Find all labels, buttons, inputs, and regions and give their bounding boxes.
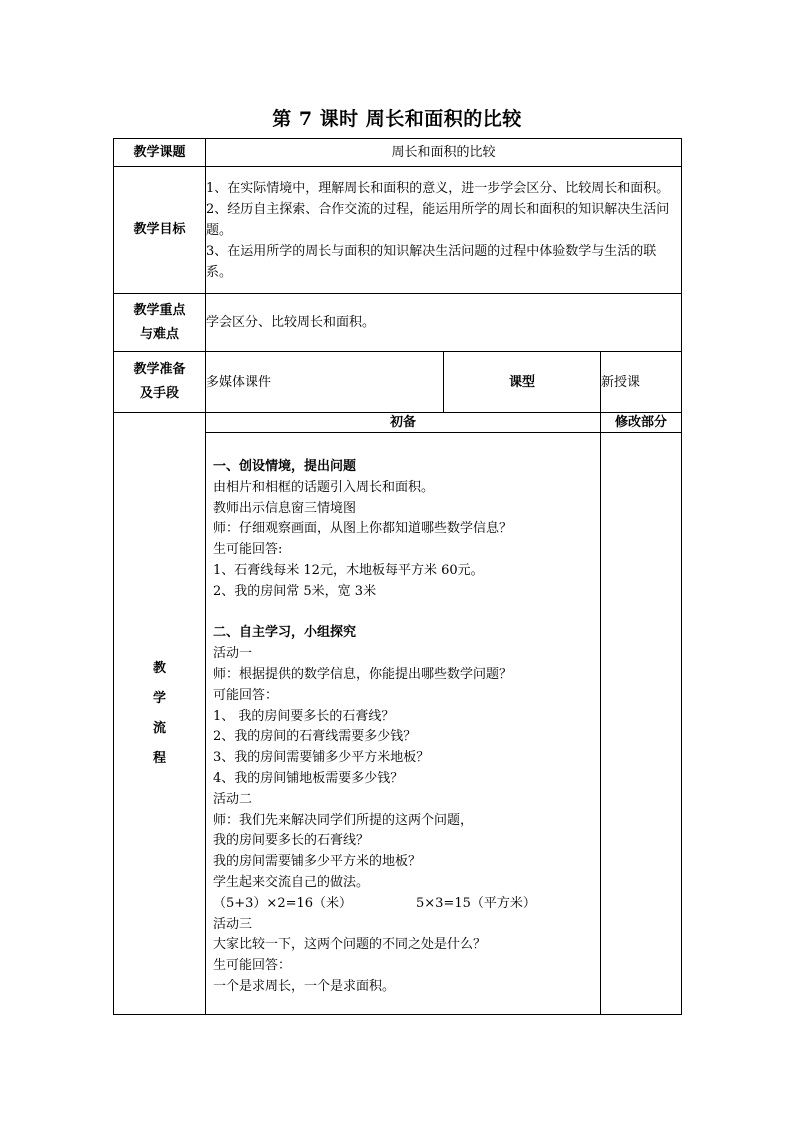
preparation-label: 教学准备 及手段 (114, 352, 206, 413)
flow-line: 大家比较一下，这两个问题的不同之处是什么？ (213, 937, 487, 953)
flow-content (206, 433, 601, 1015)
preparation-value: 多媒体课件 (206, 352, 444, 413)
flow-line: 1、石膏线每米 12元，木地板每平方米 60元。 (213, 562, 484, 578)
goal-item: 1、在实际情境中，理解周长和面积的意义，进一步学会区分、比较周长和面积。 (206, 180, 670, 196)
flow-line: 师：仔细观察画面，从图上你都知道哪些数学信息？ (213, 521, 513, 537)
area-calc: 5×3=15（平方米） (416, 895, 536, 911)
goal-item: 3、在运用所学的周长与面积的知识解决生活问题的过程中体验数学与生活的联系。 (206, 243, 657, 280)
flow-line: 活动二 (213, 791, 253, 807)
flow-line: 2、我的房间的石膏线需要多少钱？ (213, 729, 417, 745)
flow-line: 师：我们先来解决同学们所提的这两个问题， (213, 812, 474, 828)
lesson-plan-table (113, 138, 682, 1015)
flow-line: 1、 我的房间要多长的石膏线？ (213, 708, 395, 724)
section-heading: 一、创设情境，提出问题 (213, 459, 357, 474)
perimeter-calc: （5+3）×2=16（米） (213, 895, 353, 911)
flow-line: 一个是求周长，一个是求面积。 (213, 978, 396, 994)
flow-line: 可能回答： (213, 687, 279, 703)
flow-line: 生可能回答: (213, 542, 283, 558)
page-title: 第 7 课时 周长和面积的比较 (272, 108, 522, 130)
key-points-label: 教学重点 与难点 (114, 294, 206, 352)
topic-label: 教学课题 (114, 139, 206, 167)
flow-line: 学生起来交流自己的做法。 (213, 874, 370, 890)
revision-cell[interactable] (601, 433, 682, 1015)
first-prep-header: 初备 (206, 413, 601, 433)
goal-item: 2、经历自主探索、合作交流的过程，能运用所学的周长和面积的知识解决生活问题。 (206, 201, 670, 238)
section-heading: 二、自主学习，小组探究 (213, 625, 357, 641)
row-key-points (114, 294, 682, 352)
lesson-type-value: 新授课 (601, 352, 682, 413)
goals-label: 教学目标 (114, 167, 206, 294)
flow-label: 教 学 流 程 (114, 413, 206, 1015)
flow-line: 师：根据提供的数学信息，你能提出哪些数学问题？ (213, 666, 513, 682)
flow-line: 2、我的房间常 5米，宽 3米 (213, 583, 377, 599)
topic-value: 周长和面积的比较 (206, 139, 682, 167)
flow-line: 3、我的房间需要铺多少平方米地板？ (213, 750, 430, 766)
flow-line: 教师出示信息窗三情境图 (213, 500, 357, 516)
flow-line: 我的房间需要铺多少平方米的地板？ (213, 854, 422, 870)
row-preparation (114, 352, 682, 413)
lesson-type-label: 课型 (444, 352, 601, 413)
flow-line: 活动三 (213, 916, 253, 932)
flow-line: 4、我的房间铺地板需要多少钱？ (213, 770, 404, 786)
flow-line: 生可能回答： (213, 958, 292, 974)
revision-header: 修改部分 (601, 413, 682, 433)
row-topic (114, 139, 682, 167)
row-goals (114, 167, 682, 294)
goals-cell (206, 167, 682, 294)
calculation-line (213, 894, 593, 915)
flow-line: 活动一 (213, 646, 253, 662)
row-flow-header (114, 413, 682, 433)
flow-line: 由相片和相框的话题引入周长和面积。 (213, 479, 435, 495)
flow-line: 我的房间要多长的石膏线？ (213, 833, 370, 849)
key-points-value: 学会区分、比较周长和面积。 (206, 294, 682, 352)
